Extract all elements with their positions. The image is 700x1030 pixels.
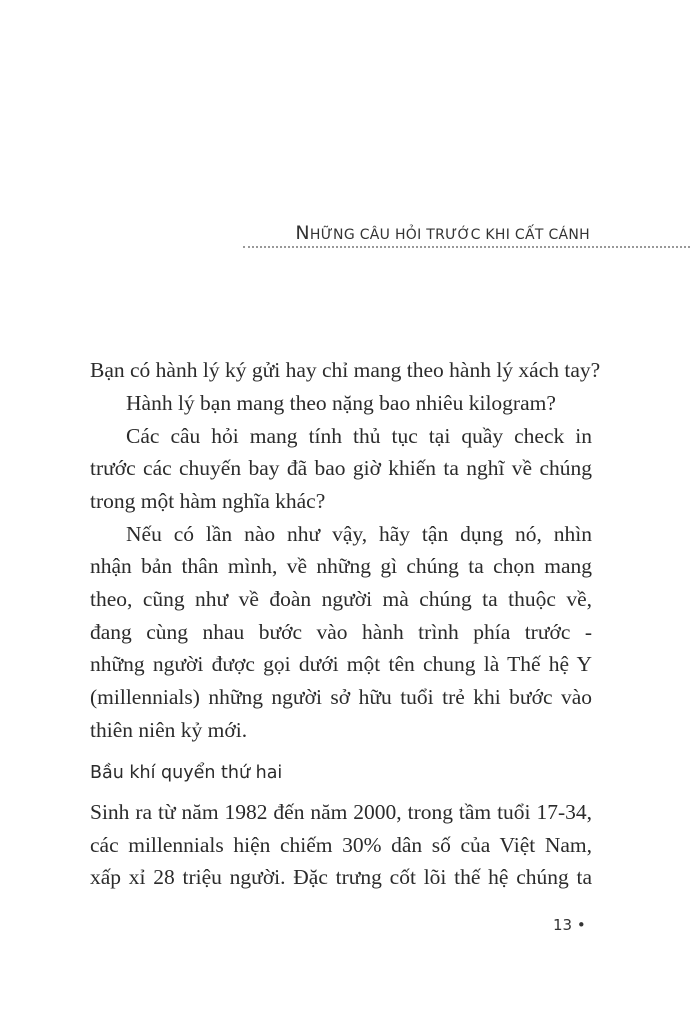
- body-line: nhận bản thân mình, về những gì chúng ta chọn mang: [90, 554, 592, 578]
- body-line: Các câu hỏi mang tính thủ tục tại quầy check in: [126, 424, 592, 448]
- running-header: [243, 222, 690, 244]
- body-line: những người được gọi dưới một tên chung là Thế hệ Y: [90, 652, 592, 676]
- body-line: Hành lý bạn mang theo nặng bao nhiêu kilogram?: [126, 391, 556, 415]
- body-line: đang cùng nhau bước vào hành trình phía trước -: [90, 620, 592, 644]
- section-line: các millennials hiện chiếm 30% dân số của Việt Nam,: [90, 833, 592, 857]
- body-line: theo, cũng như về đoàn người mà chúng ta thuộc về,: [90, 587, 592, 611]
- body-line: (millennials) những người sở hữu tuổi trẻ khi bước vào: [90, 685, 592, 709]
- section-line: xấp xỉ 28 triệu người. Đặc trưng cốt lõi thế hệ chúng ta: [90, 865, 592, 889]
- header-dotted-rule: [243, 246, 690, 248]
- section-heading: Bầu khí quyển thứ hai: [90, 763, 283, 783]
- body-line: Bạn có hành lý ký gửi hay chỉ mang theo hành lý xách tay?: [90, 358, 601, 382]
- body-line: Nếu có lần nào như vậy, hãy tận dụng nó, nhìn: [126, 522, 592, 546]
- section-line: Sinh ra từ năm 1982 đến năm 2000, trong tầm tuổi 17-34,: [90, 800, 592, 824]
- body-line: trước các chuyến bay đã bao giờ khiến ta nghĩ về chúng: [90, 456, 592, 480]
- page-number: 13 •: [553, 916, 586, 934]
- body-line: trong một hàm nghĩa khác?: [90, 489, 326, 513]
- header-initial: N: [295, 222, 310, 244]
- body-line: thiên niên kỷ mới.: [90, 718, 248, 742]
- header-text: HỮNG CÂU HỎI TRƯỚC KHI CẤT CÁNH: [309, 227, 590, 243]
